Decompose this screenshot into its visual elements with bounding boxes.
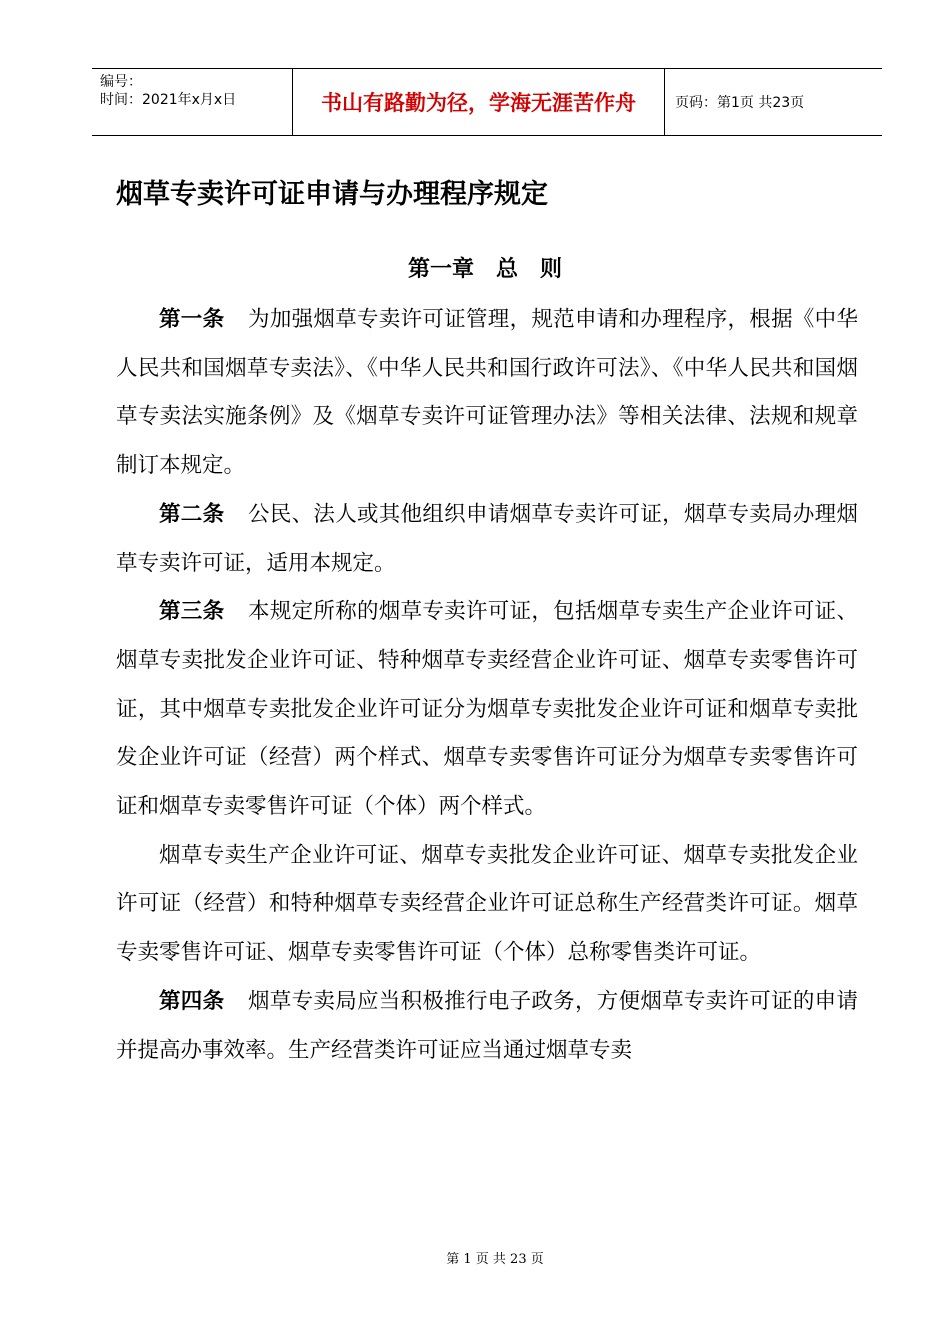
article-text: 公民、法人或其他组织申请烟草专卖许可证，烟草专卖局办理烟草专卖许可证，适用本规定。 <box>116 501 858 576</box>
chapter-title: 第一章 总 则 <box>407 257 562 282</box>
document-title: 烟草专卖许可证申请与办理程序规定 <box>116 179 548 210</box>
motto-text: 书山有路勤为径，学海无涯苦作舟 <box>321 90 636 115</box>
article-text: 本规定所称的烟草专卖许可证，包括烟草专卖生产企业许可证、烟草专卖批发企业许可证、特种烟草专卖经营企业许可证、烟草专卖零售许可证，其中烟草专卖批发企业许可证分为烟草专卖批发企业许可证和烟草专卖批发企业许可证（经营）两个样式、烟草专卖零售许可证分为烟草专卖零售许可证和烟草专卖零售许可证（个体）两个样式。 <box>116 599 858 820</box>
header-meta-cell <box>92 69 293 135</box>
article-label: 第二条 <box>159 501 225 527</box>
article-label: 第四条 <box>159 988 225 1014</box>
header-page-cell <box>665 69 882 135</box>
header-table <box>92 68 882 136</box>
paragraph-article-3-continued <box>116 832 858 978</box>
header-page-label: 页码：第1页 共23页 <box>675 95 805 111</box>
article-label: 第三条 <box>159 599 225 625</box>
paragraph-article-2 <box>116 491 858 588</box>
article-text: 烟草专卖生产企业许可证、烟草专卖批发企业许可证、烟草专卖批发企业许可证（经营）和特种烟草专卖经营企业许可证总称生产经营类许可证。烟草专卖零售许可证、烟草专卖零售许可证（个体）总称零售类许可证。 <box>116 842 858 966</box>
header-motto-cell <box>293 69 665 135</box>
article-text: 为加强烟草专卖许可证管理，规范申请和办理程序，根据《中华人民共和国烟草专卖法》、《中华人民共和国行政许可法》、《中华人民共和国烟草专卖法实施条例》及《烟草专卖许可证管理办法》等相关法律、法规和规章制订本规定。 <box>116 307 858 479</box>
number-label: 编号： <box>100 74 142 90</box>
page-footer: 第 1 页 共 23 页 <box>446 1252 544 1267</box>
article-text: 烟草专卖局应当积极推行电子政务，方便烟草专卖许可证的申请并提高办事效率。生产经营类许可证应当通过烟草专卖 <box>116 988 858 1063</box>
paragraph-article-4 <box>116 978 858 1075</box>
paragraph-article-1 <box>116 296 858 491</box>
document-body <box>116 296 858 1075</box>
article-label: 第一条 <box>159 307 225 332</box>
paragraph-article-3 <box>116 588 858 832</box>
time-label: 时间：2021年x月x日 <box>100 92 237 108</box>
